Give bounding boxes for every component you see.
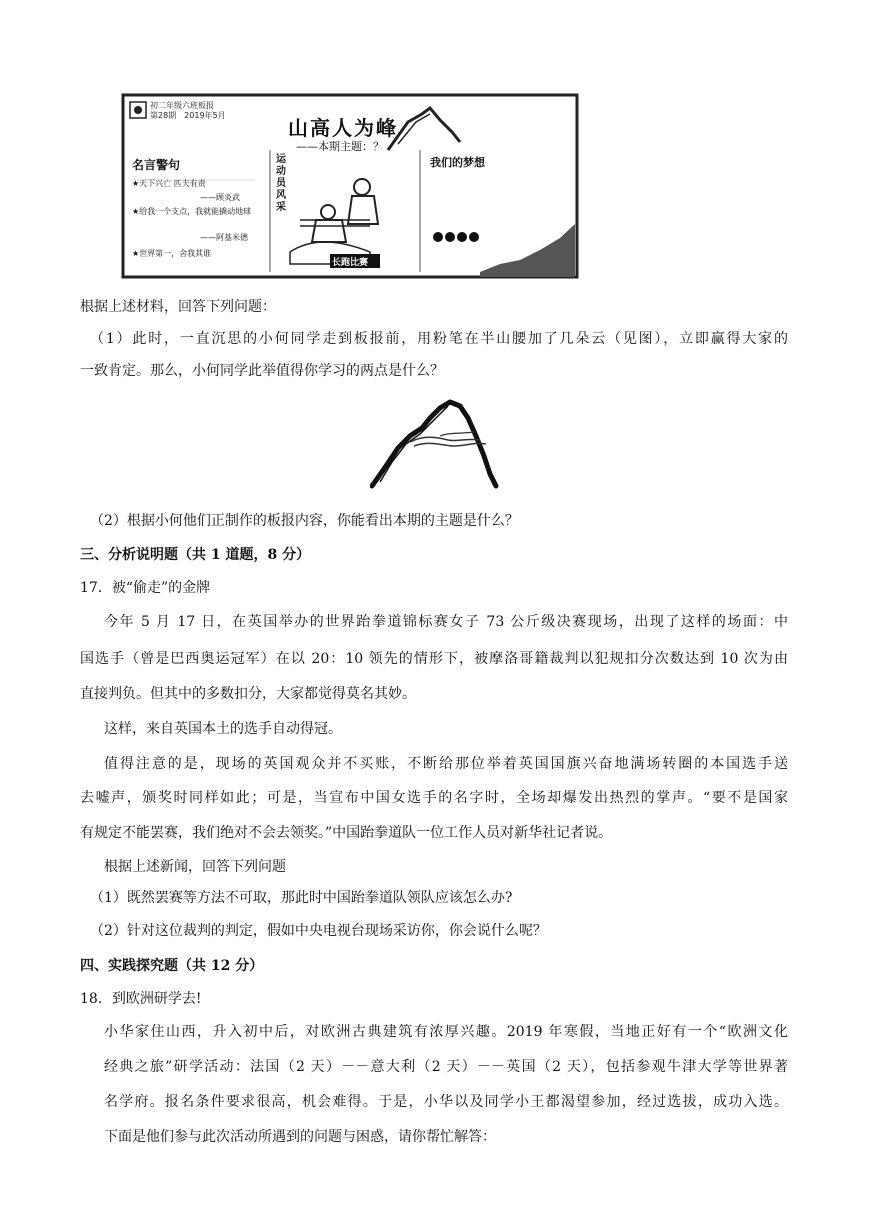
question-17-title: 17．被“偷走”的金牌 [80, 580, 211, 596]
mountain-with-clouds-sketch [370, 396, 510, 496]
q18-paragraph-line-4: 下面是他们参与此次活动所遇到的问题与困惑，请你帮忙解答： [104, 1129, 496, 1145]
question-1-line-2: 一致肯定。那么，小何同学此举值得你学习的两点是什么？ [80, 363, 444, 379]
blackboard-figure [120, 92, 580, 280]
q17-paragraph-1-line-1: 今年 5 月 17 日，在英国举办的世界跆拳道锦标赛女子 73 公斤级决赛现场，出现了这样的场面：中 [104, 614, 788, 630]
q18-paragraph-line-3: 名学府。报名条件要求很高，机会难得。于是，小华以及同学小王都渴望参加，经过选拔，成功入选。 [104, 1094, 788, 1110]
question-17-1: （1）既然罢赛等方法不可取，那此时中国跆拳道队领队应该怎么办? [90, 890, 513, 906]
q17-paragraph-2: 这样，来自英国本土的选手自动得冠。 [104, 721, 342, 737]
blackboard-subtitle: ——本期主题：？ [296, 140, 384, 153]
blackboard-left-item-1: ★天下兴亡 匹夫有责 [132, 179, 206, 188]
blackboard-left-item-5: ★世界第一，舍我其谁 [132, 249, 212, 258]
blackboard-middle-heading: 运动员风采 [276, 154, 286, 213]
section-4-heading: 四、实践探究题（共 12 分） [80, 958, 264, 974]
question-18-title: 18．到欧洲研学去! [80, 991, 202, 1007]
intro-text: 根据上述材料，回答下列问题： [80, 299, 276, 315]
blackboard-header-line1: 初二年级六班板报 [150, 101, 214, 110]
q18-paragraph-line-2: 经典之旅”研学活动：法国（2 天）－－意大利（2 天）－－英国（2 天），包括参观牛津大学等世界著 [104, 1059, 788, 1075]
q18-paragraph-line-1: 小华家住山西，升入初中后，对欧洲古典建筑有浓厚兴趣。2019 年寒假，当地正好有一个“欧洲文化 [104, 1024, 788, 1040]
blackboard-left-item-2: ——顾炎武 [200, 193, 240, 202]
blackboard-left-item-3: ★给我一个支点，我就能撬动地球 [132, 207, 252, 216]
blackboard-left-heading: 名言警句 [132, 158, 181, 172]
q17-paragraph-3-line-1: 值得注意的是，现场的英国观众并不买账，不断给那位举着英国国旗兴奋地满场转圈的本国选手送 [104, 756, 788, 772]
q17-paragraph-1-line-3: 直接判负。但其中的多数扣分，大家都觉得莫名其妙。 [80, 686, 416, 702]
q17-paragraph-1-line-2: 国选手（曾是巴西奥运冠军）在以 20：10 领先的情形下，被摩洛哥籍裁判以犯规扣分次数达到 10 次为由 [80, 651, 788, 667]
q17-paragraph-3-line-2: 去嘘声，颁奖时同样如此；可是，当宣布中国女选手的名字时，全场却爆发出热烈的掌声。“要不是国家 [80, 790, 788, 806]
question-2: （2）根据小何他们正制作的板报内容，你能看出本期的主题是什么？ [90, 513, 519, 529]
blackboard-header-line2: 第28期 2019年5月 [150, 111, 226, 120]
question-1-line-1: （1）此时，一直沉思的小何同学走到板报前，用粉笔在半山腰加了几朵云（见图），立即赢得大家的 [90, 331, 788, 347]
blackboard-left-item-4: ——阿基米德 [200, 233, 248, 242]
q17-paragraph-3-line-3: 有规定不能罢赛，我们绝对不会去领奖。”中国跆拳道队一位工作人员对新华社记者说。 [80, 825, 613, 841]
q17-paragraph-4: 根据上述新闻，回答下列问题 [104, 859, 286, 875]
section-3-heading: 三、分析说明题（共 1 道题，8 分） [80, 547, 311, 563]
blackboard-title: 山高人为峰 [288, 116, 398, 140]
question-17-2: （2）针对这位裁判的判定，假如中央电视台现场采访你，你会说什么呢？ [90, 923, 547, 939]
blackboard-right-heading: 我们的梦想 [430, 156, 485, 169]
blackboard-bottom-caption: 长跑比赛 [332, 258, 369, 268]
